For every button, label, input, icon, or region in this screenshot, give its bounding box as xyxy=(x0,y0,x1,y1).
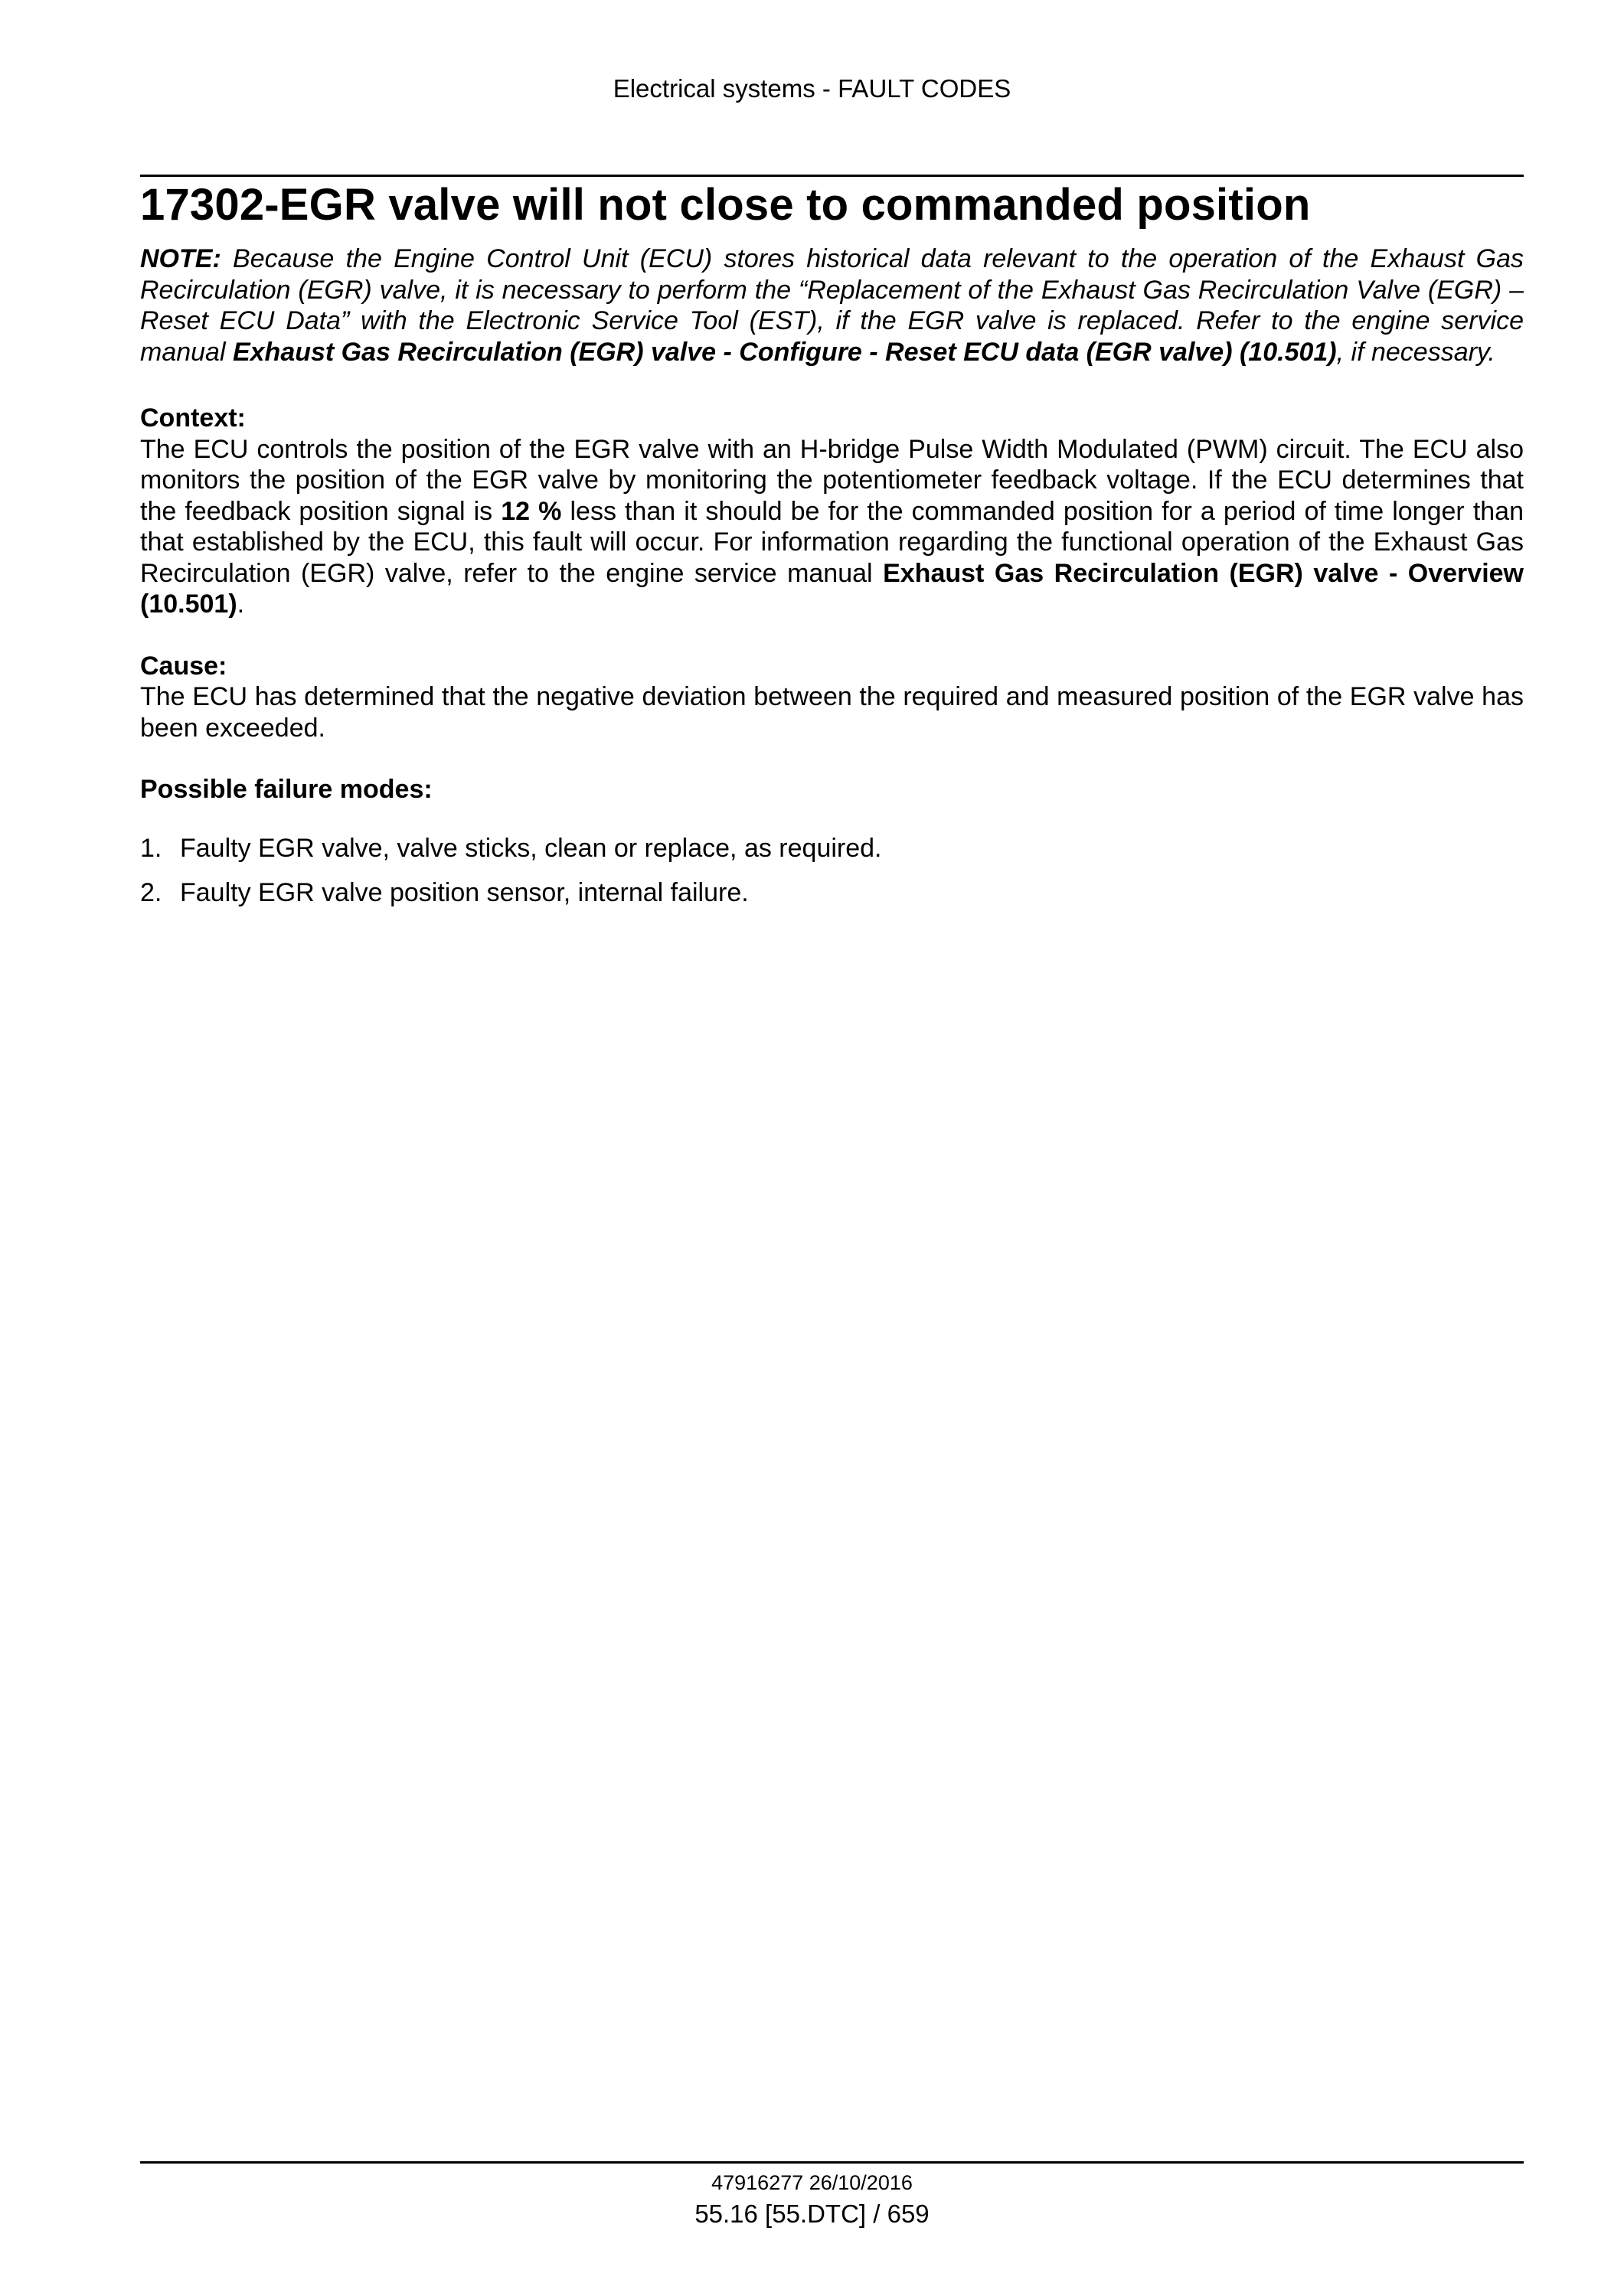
list-item-text: Faulty EGR valve, valve sticks, clean or replace, as required. xyxy=(180,833,882,863)
note-label: NOTE: xyxy=(140,244,221,273)
note-text-2: , if necessary. xyxy=(1336,337,1495,367)
page-title: 17302-EGR valve will not close to commanded position xyxy=(140,180,1311,230)
list-item-text: Faulty EGR valve position sensor, internal failure. xyxy=(180,878,749,907)
context-paragraph xyxy=(140,434,1524,620)
context-block xyxy=(140,403,1524,620)
footer-rule xyxy=(140,2161,1524,2164)
note-reference-link[interactable]: Exhaust Gas Recirculation (EGR) valve - Configure - Reset ECU data (EGR valve) (10.501) xyxy=(232,337,1337,367)
cause-block xyxy=(140,651,1524,744)
context-text-3: . xyxy=(237,590,245,619)
footer-document-id: 47916277 26/10/2016 xyxy=(711,2171,913,2194)
failure-modes-list xyxy=(140,833,1524,909)
list-item xyxy=(140,877,1524,909)
footer-page-reference: 55.16 [55.DTC] / 659 xyxy=(694,2200,930,2228)
failure-modes-block xyxy=(140,774,1524,909)
context-reference-link[interactable]: Exhaust Gas Recirculation (EGR) valve - Overview (10.501) xyxy=(140,558,1524,619)
list-item-number: 2. xyxy=(140,878,162,907)
cause-paragraph: The ECU has determined that the negative deviation between the required and measured position of the EGR valve has been exceeded. xyxy=(140,682,1524,743)
fault-code-section xyxy=(140,178,1524,923)
note-paragraph xyxy=(140,243,1524,367)
cause-heading: Cause: xyxy=(140,651,227,681)
context-heading: Context: xyxy=(140,403,246,433)
context-threshold-value: 12 % xyxy=(501,496,562,526)
context-text-1: The ECU controls the position of the EGR valve with an H-bridge Pulse Width Modulated (PWM) circuit. The ECU also monitors the position of the EGR valve by monitoring the potentiometer feedback voltage. If the ECU determines that the feedback position signal is xyxy=(140,434,1524,526)
list-item xyxy=(140,833,1524,864)
note-text-1: Because the Engine Control Unit (ECU) stores historical data relevant to the operation of the Exhaust Gas Recirculation (EGR) valve, it is necessary to perform the “Replacement of the Exhaust Gas Recirculation Valve (EGR) – Reset ECU Data” with the Electronic Service Tool (EST), if the EGR valve is replaced. Refer to the engine service manual xyxy=(140,244,1524,367)
header-rule xyxy=(140,175,1524,177)
list-item-number: 1. xyxy=(140,833,162,863)
failure-modes-heading: Possible failure modes: xyxy=(140,775,433,804)
running-header: Electrical systems - FAULT CODES xyxy=(613,74,1011,103)
context-text-2: less than it should be for the commanded position for a period of time longer than that established by the ECU, this fault will occur. For information regarding the functional operation of the Exhaust Gas Recirculation (EGR) valve, refer to the engine service manual xyxy=(140,496,1524,588)
